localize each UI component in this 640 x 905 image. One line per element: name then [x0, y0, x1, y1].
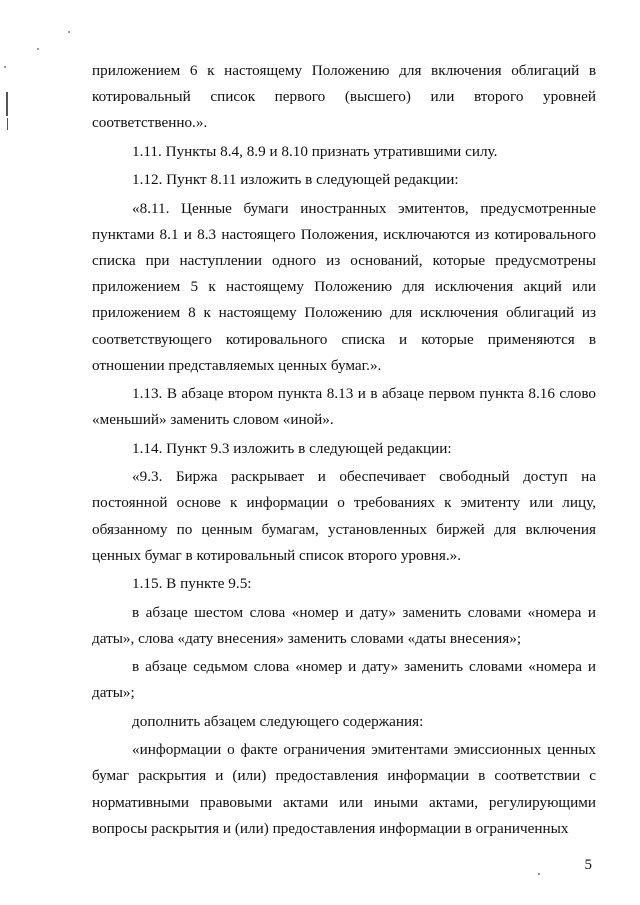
scan-speck [4, 66, 6, 68]
paragraph-quote-information: «информации о факте ограничения эмитентами эмиссионных ценных бумаг раскрытия и (или) предоставления информации в соответствии с нормативными правовыми актами или иными актами, регулирующими вопросы раскрытия и (или) предоставления информации в ограниченных [92, 741, 596, 837]
paragraph-item-1-12: 1.12. Пункт 8.11 изложить в следующей редакции: [132, 171, 459, 189]
paragraph-quote-8-11: «8.11. Ценные бумаги иностранных эмитентов, предусмотренные пунктами 8.1 и 8.3 настоящего Положения, исключаются из котировального списка при наступлении одного из оснований, которые предусмотрены приложением 5 к настоящему Положению для исключения акций или приложением 8 к настоящему Положению для исключения облигаций из соответствующего котировального списка и которые применяются в отношении представляемых ценных бумаг.». [92, 199, 596, 374]
scan-speck [68, 31, 70, 33]
scan-speck [538, 873, 540, 875]
paragraph-abzac-6: в абзаце шестом слова «номер и дату» заменить словами «номера и даты», слова «дату внесения» заменить словами «даты внесения»; [92, 603, 596, 647]
scan-artifact-bar [6, 92, 8, 116]
paragraph-quote-9-3: «9.3. Биржа раскрывает и обеспечивает свободный доступ на постоянной основе к информации о требованиях к эмитенту или лицу, обязанному по ценным бумагам, установленных биржей для включения ценных бумаг в котировальный список второго уровня.». [92, 468, 596, 564]
scan-artifact-bar [7, 118, 8, 130]
scan-speck [37, 48, 39, 50]
paragraph-item-1-15: 1.15. В пункте 9.5: [132, 575, 252, 593]
paragraph-abzac-7: в абзаце седьмом слова «номер и дату» заменить словами «номера и даты»; [92, 658, 596, 702]
paragraph-continuation: приложением 6 к настоящему Положению для включения облигаций в котировальный список первого (высшего) или второго уровней соответственно.». [92, 62, 596, 132]
paragraph-item-1-14: 1.14. Пункт 9.3 изложить в следующей редакции: [132, 439, 452, 457]
page-number: 5 [584, 857, 592, 873]
paragraph-item-1-13: 1.13. В абзаце втором пункта 8.13 и в абзаце первом пункта 8.16 слово «меньший» заменить словом «иной». [92, 385, 596, 429]
document-body [92, 58, 596, 844]
paragraph-item-1-11: 1.11. Пункты 8.4, 8.9 и 8.10 признать утратившими силу. [132, 142, 498, 160]
paragraph-add-abzac: дополнить абзацем следующего содержания: [132, 712, 424, 730]
